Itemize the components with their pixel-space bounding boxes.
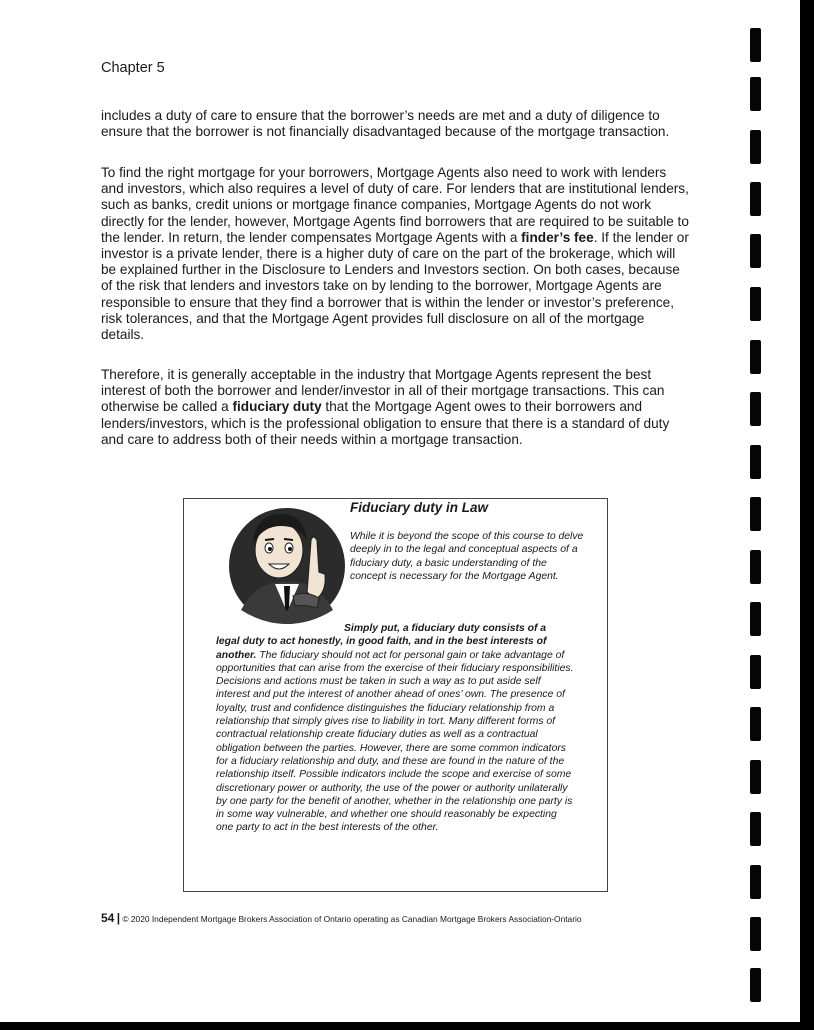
registration-mark: [750, 602, 761, 636]
chapter-heading: Chapter 5: [101, 60, 165, 76]
callout-lead-a: Simply put, a fiduciary duty consists of a: [344, 623, 547, 634]
businessman-pointing-icon: [227, 500, 347, 628]
registration-mark: [750, 392, 761, 426]
registration-mark: [750, 182, 761, 216]
page-footer: [101, 911, 582, 925]
registration-mark: [750, 865, 761, 899]
registration-mark: [750, 234, 761, 268]
callout-lead-b: legal duty to act honestly, in good faith, and in the best interests of another.: [216, 636, 547, 661]
callout-intro: While it is beyond the scope of this course to delve deeply in to the legal and conceptual aspects of a fiduciary duty, a basic understanding of the concept is necessary for the Mortgage Agent.: [350, 531, 584, 582]
registration-mark: [750, 917, 761, 951]
registration-mark: [750, 445, 761, 479]
term-finders-fee: finder’s fee: [521, 229, 594, 245]
p2-text-b: . If the lender or investor is a private lender, there is a higher duty of care on the part of the brokerage, which will be explained further in the Disclosure to Lenders and Investors section. On both cases, because of the risk that lenders and investors take on by lending to the borrower, Mortgage Agents are responsible to ensure that they find a borrower that is within the lender or investor’s preference, risk tolerances, and that the Mortgage Agent provides full disclosure on all of the mortgage details.: [101, 229, 689, 343]
callout-title: Fiduciary duty in Law: [350, 500, 489, 515]
registration-mark: [750, 287, 761, 321]
scan-registration-marks: [750, 0, 762, 1022]
registration-mark: [750, 340, 761, 374]
callout-body: [216, 622, 576, 835]
registration-mark: [750, 707, 761, 741]
paragraph-fiduciary-duty: [101, 367, 691, 448]
p2-text-a: To find the right mortgage for your borrowers, Mortgage Agents also need to work with lenders and investors, which also requires a level of duty of care. For lenders that are institutional lenders, such as banks, credit unions or mortgage finance companies, Mortgage Agents do not work directly for the lender, however, Mortgage Agents find borrowers that are required to be suitable to the lender. In return, the lender compensates Mortgage Agents with a: [101, 165, 689, 245]
registration-mark: [750, 77, 761, 111]
registration-mark: [750, 130, 761, 164]
registration-mark: [750, 655, 761, 689]
registration-mark: [750, 497, 761, 531]
footer-copyright: © 2020 Independent Mortgage Brokers Association of Ontario operating as Canadian Mortgage Brokers Association-Ontario: [122, 914, 582, 924]
footer-separator: |: [116, 911, 121, 925]
registration-mark: [750, 812, 761, 846]
p3-text-a: Therefore, it is generally acceptable in the industry that Mortgage Agents represent the best interest of both the borrower and lender/investor in all of their mortgage transactions. This can otherwise be called a: [101, 367, 665, 415]
registration-mark: [750, 550, 761, 584]
registration-mark: [750, 968, 761, 1002]
paragraph-duty-of-care: includes a duty of care to ensure that the borrower’s needs are met and a duty of diligence to ensure that the borrower is not financially disadvantaged because of the mortgage transaction.: [101, 108, 670, 140]
page-number: 54: [101, 911, 115, 925]
registration-mark: [750, 760, 761, 794]
callout-body-text: The fiduciary should not act for personal gain or take advantage of opportunities that can arise from the exercise of their fiduciary responsibilities. Decisions and actions must be taken in such a way as to put aside self interest and put the interest of another ahead of ones’ own. The presence of loyalty, trust and confidence distinguishes the fiduciary relationship from a relationship that simply gives rise to liability in tort. Many different forms of contractual relationship create fiduciary duties as well as a contractual obligation between the parties. However, there are some common indicators for a fiduciary relationship and duty, and these are found in the nature of the relationship itself. Possible indicators include the scope and exercise of some discretionary power or authority, the use of the power or authority unilaterally by one party for the benefit of another, whether in the relationship one party is in some way vulnerable, and whether one should reasonably be expecting one party to act in the best interests of the other.: [216, 649, 574, 834]
registration-mark: [750, 28, 761, 62]
paragraph-lenders-investors: [101, 165, 691, 343]
p3-text-b: that the Mortgage Agent owes to their borrowers and lenders/investors, which is the professional obligation to ensure that there is a standard of duty and care to address both of their needs within a mortgage transaction.: [101, 399, 670, 447]
term-fiduciary-duty: fiduciary duty: [232, 399, 322, 415]
